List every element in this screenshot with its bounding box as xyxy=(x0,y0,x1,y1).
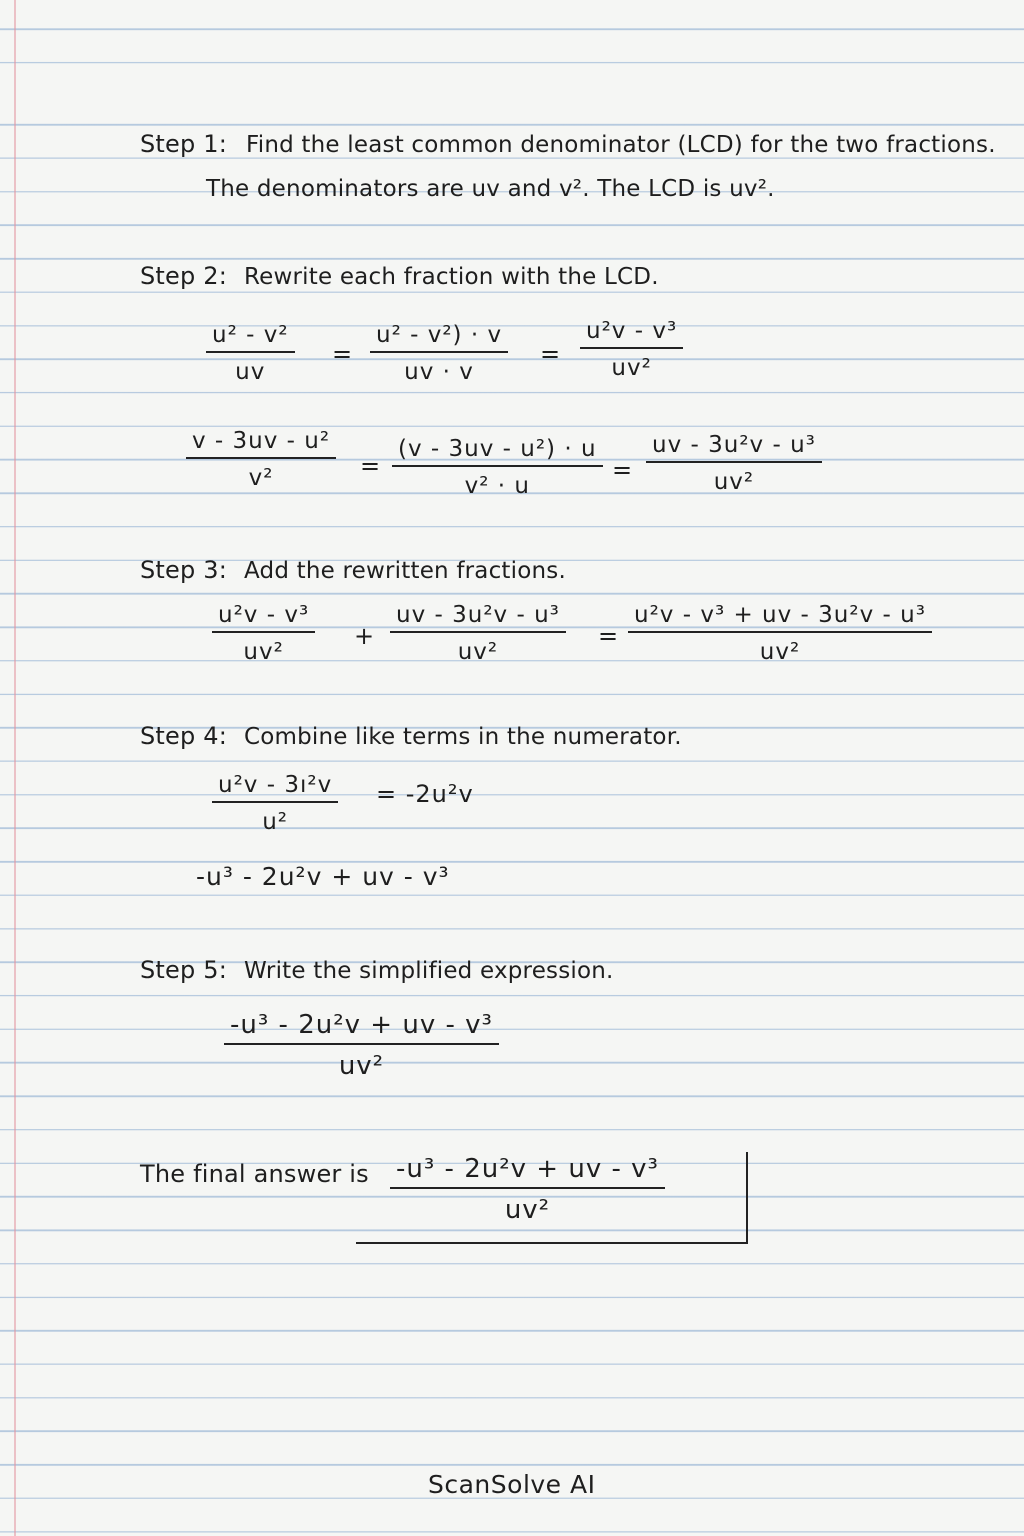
equals-sign: = xyxy=(332,340,353,368)
numerator: uv - 3u²v - u³ xyxy=(646,432,822,463)
denominator: uv · v xyxy=(404,359,474,385)
numerator: (v - 3uv - u²) · u xyxy=(392,436,603,467)
step2-row2-fraction-1 xyxy=(186,428,336,491)
denominator: uv² xyxy=(457,639,499,665)
step2-text: Rewrite each fraction with the LCD. xyxy=(244,264,659,290)
denominator: v² · u xyxy=(464,473,530,499)
numerator: -u³ - 2u²v + uv - v³ xyxy=(390,1154,665,1189)
numerator: u²v - v³ xyxy=(212,602,315,633)
numerator: u² - v²) · v xyxy=(370,322,508,353)
step4-text: Combine like terms in the numerator. xyxy=(244,724,682,750)
final-answer-text: The final answer is xyxy=(140,1160,369,1188)
step2-row2-fraction-3 xyxy=(646,432,822,495)
step2-row1-fraction-1 xyxy=(206,322,295,385)
numerator: -u³ - 2u²v + uv - v³ xyxy=(224,1010,499,1045)
denominator: v² xyxy=(248,465,274,491)
step3-fraction-1 xyxy=(212,602,315,665)
equals-sign: = xyxy=(598,622,619,650)
step2-label: Step 2: xyxy=(140,262,228,290)
step4-result: = -2u²v xyxy=(376,780,474,808)
denominator: uv² xyxy=(243,639,284,665)
step2-row1-fraction-3 xyxy=(580,318,683,381)
step3-label: Step 3: xyxy=(140,556,228,584)
margin-line xyxy=(14,0,16,1536)
denominator: uv² xyxy=(338,1051,385,1081)
step4-fraction-1 xyxy=(212,772,338,835)
step1-text: Find the least common denominator (LCD) for the two fractions. xyxy=(246,132,996,158)
step5-text: Write the simplified expression. xyxy=(244,958,614,984)
final-answer-fraction xyxy=(390,1154,665,1225)
denominator: uv xyxy=(235,359,266,385)
answer-box-bottom-edge xyxy=(356,1242,748,1244)
step5-fraction xyxy=(224,1010,499,1081)
answer-box-right-edge xyxy=(746,1152,748,1244)
step3-text: Add the rewritten fractions. xyxy=(244,558,566,584)
step4-line2: -u³ - 2u²v + uv - v³ xyxy=(196,862,450,891)
equals-sign: = xyxy=(360,452,381,480)
numerator: v - 3uv - u² xyxy=(186,428,336,459)
numerator: u²v - v³ + uv - 3u²v - u³ xyxy=(628,602,932,633)
step1-line2: The denominators are uv and v². The LCD is uv². xyxy=(206,176,775,202)
denominator: u² xyxy=(262,809,288,835)
numerator: uv - 3u²v - u³ xyxy=(390,602,566,633)
step1-label: Step 1: xyxy=(140,130,228,158)
denominator: uv² xyxy=(611,355,652,381)
numerator: u²v - v³ xyxy=(580,318,683,349)
step4-label: Step 4: xyxy=(140,722,228,750)
plus-sign: + xyxy=(354,622,375,650)
denominator: uv² xyxy=(713,469,755,495)
equals-sign: = xyxy=(612,456,633,484)
step3-fraction-2 xyxy=(390,602,566,665)
step2-row1-fraction-2 xyxy=(370,322,508,385)
denominator: uv² xyxy=(759,639,801,665)
step3-fraction-3 xyxy=(628,602,932,665)
footer-brand: ScanSolve AI xyxy=(428,1470,596,1499)
equals-sign: = xyxy=(540,340,561,368)
step2-row2-fraction-2 xyxy=(392,436,603,499)
numerator: u² - v² xyxy=(206,322,295,353)
denominator: uv² xyxy=(504,1195,551,1225)
step5-label: Step 5: xyxy=(140,956,228,984)
numerator: u²v - 3ı²v xyxy=(212,772,338,803)
